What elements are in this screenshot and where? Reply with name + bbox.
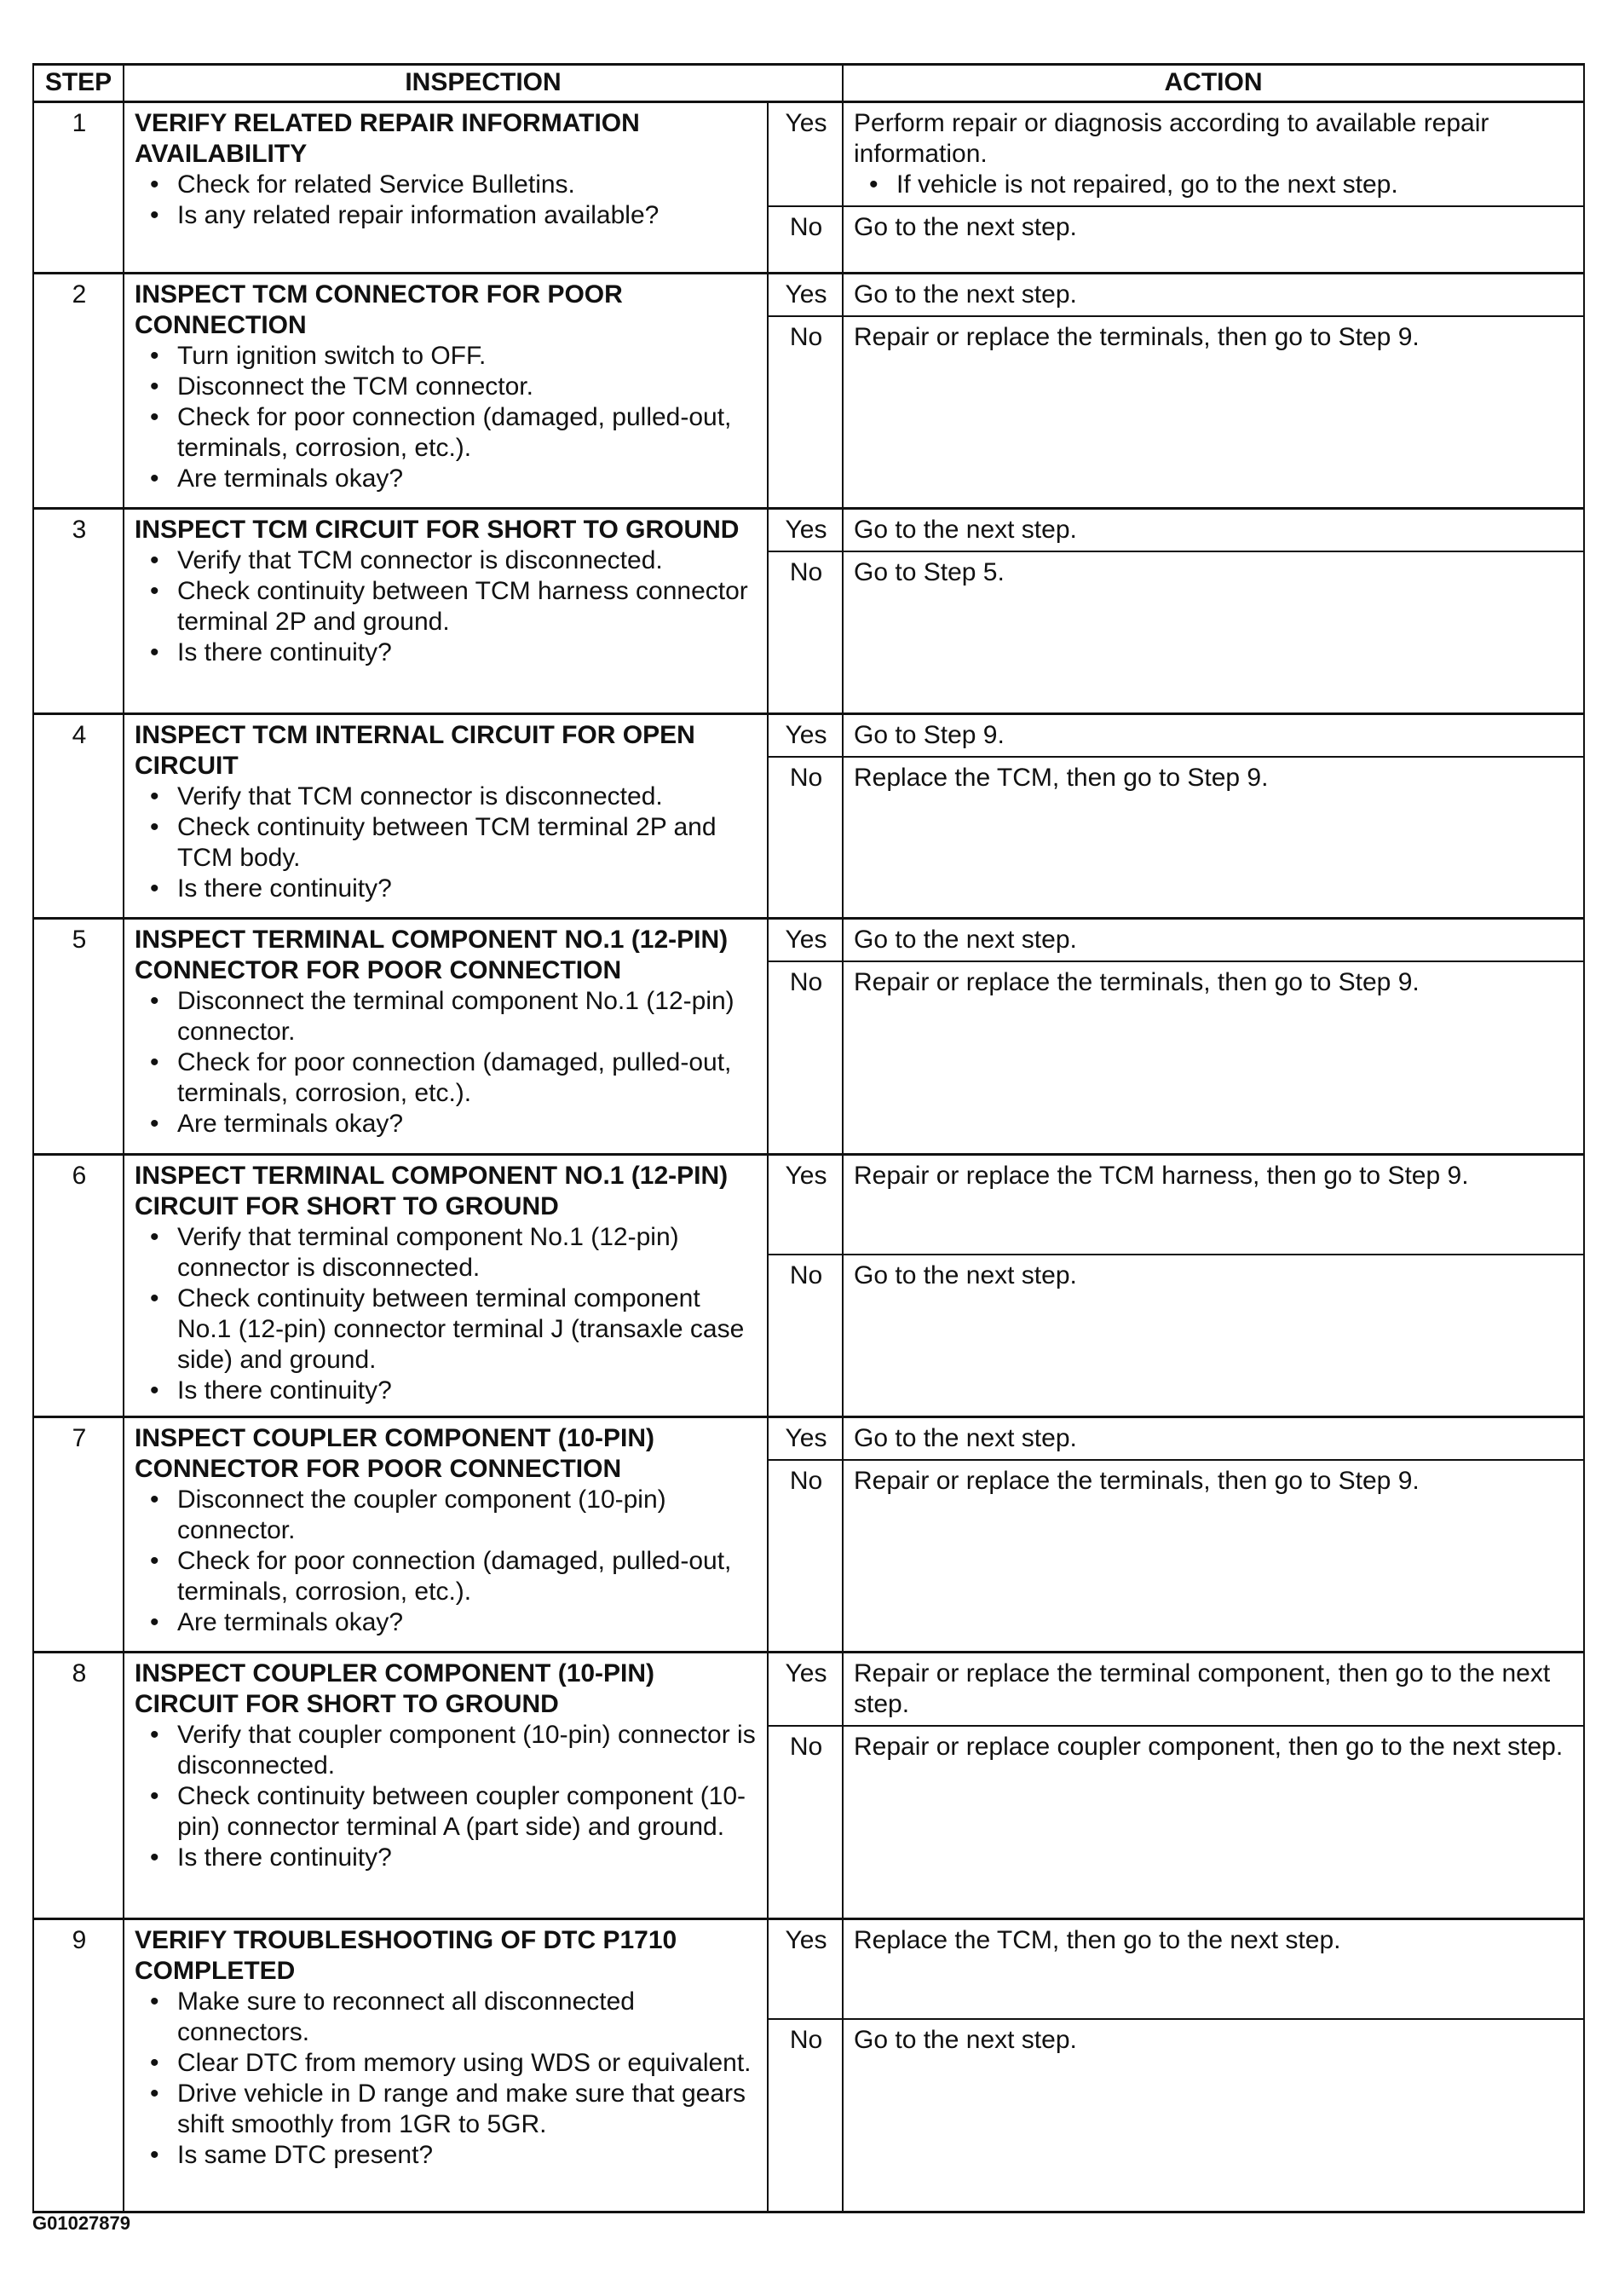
yes-label: Yes bbox=[768, 273, 843, 316]
inspection-check-item: • Is there continuity? bbox=[135, 1376, 758, 1406]
inspection-check-item: • Is there continuity? bbox=[135, 637, 758, 668]
inspection-cell bbox=[124, 102, 768, 274]
inspection-check-item: • Check continuity between TCM terminal 2P and TCM body. bbox=[135, 812, 758, 874]
inspection-cell bbox=[124, 1154, 768, 1416]
step-number: 2 bbox=[33, 273, 124, 509]
inspection-title: INSPECT COUPLER COMPONENT (10-PIN) CIRCUIT FOR SHORT TO GROUND bbox=[135, 1659, 655, 1718]
inspection-title: INSPECT TCM CONNECTOR FOR POOR CONNECTION bbox=[135, 280, 623, 339]
inspection-cell bbox=[124, 273, 768, 509]
inspection-check-item: • Are terminals okay? bbox=[135, 1109, 758, 1139]
step-number: 9 bbox=[33, 1918, 124, 2212]
inspection-checklist bbox=[135, 1222, 758, 1406]
inspection-checklist bbox=[135, 782, 758, 904]
inspection-cell bbox=[124, 713, 768, 919]
no-action: Repair or replace the terminals, then go to Step 9. bbox=[843, 316, 1584, 509]
inspection-check-item: • Disconnect the TCM connector. bbox=[135, 372, 758, 402]
yes-action bbox=[843, 1918, 1584, 2019]
no-label: No bbox=[768, 1460, 843, 1653]
inspection-check-item: • Check for poor connection (damaged, pulled-out, terminals, corrosion, etc.). bbox=[135, 1546, 758, 1607]
inspection-checklist bbox=[135, 1720, 758, 1873]
step-row-yes bbox=[33, 919, 1584, 962]
step-row-yes bbox=[33, 509, 1584, 552]
step-number: 8 bbox=[33, 1653, 124, 1919]
inspection-check-item: • Drive vehicle in D range and make sure that gears shift smoothly from 1GR to 5GR. bbox=[135, 2079, 758, 2140]
inspection-check-item: • Are terminals okay? bbox=[135, 464, 758, 494]
inspection-checklist bbox=[135, 545, 758, 668]
inspection-title: INSPECT TCM CIRCUIT FOR SHORT TO GROUND bbox=[135, 516, 740, 544]
inspection-title: INSPECT TERMINAL COMPONENT NO.1 (12-PIN) CIRCUIT FOR SHORT TO GROUND bbox=[135, 1161, 729, 1220]
yes-action-text: Repair or replace the TCM harness, then go to Step 9. bbox=[854, 1161, 1469, 1190]
no-label: No bbox=[768, 1255, 843, 1416]
step-row-yes bbox=[33, 1918, 1584, 2019]
yes-action-text: Go to Step 9. bbox=[854, 720, 1005, 749]
step-row-yes bbox=[33, 1653, 1584, 1727]
inspection-check-item: • Check continuity between terminal component No.1 (12-pin) connector terminal J (transaxle case side) and ground. bbox=[135, 1284, 758, 1376]
inspection-checklist bbox=[135, 341, 758, 494]
inspection-check-item: • Verify that TCM connector is disconnected. bbox=[135, 782, 758, 812]
yes-label: Yes bbox=[768, 102, 843, 207]
header-action: ACTION bbox=[843, 65, 1584, 102]
no-label: No bbox=[768, 757, 843, 919]
yes-action bbox=[843, 713, 1584, 757]
yes-action bbox=[843, 273, 1584, 316]
no-label: No bbox=[768, 961, 843, 1154]
inspection-checklist bbox=[135, 1987, 758, 2171]
inspection-check-item: • Is same DTC present? bbox=[135, 2140, 758, 2171]
inspection-title: INSPECT COUPLER COMPONENT (10-PIN) CONNECTOR FOR POOR CONNECTION bbox=[135, 1423, 655, 1483]
step-row-yes bbox=[33, 273, 1584, 316]
step-number: 3 bbox=[33, 509, 124, 714]
inspection-check-item: • Clear DTC from memory using WDS or equivalent. bbox=[135, 2048, 758, 2079]
inspection-checklist bbox=[135, 1485, 758, 1638]
header-inspection: INSPECTION bbox=[124, 65, 843, 102]
no-action: Replace the TCM, then go to Step 9. bbox=[843, 757, 1584, 919]
no-label: No bbox=[768, 1726, 843, 1918]
yes-action bbox=[843, 1416, 1584, 1460]
yes-action-text: Go to the next step. bbox=[854, 280, 1077, 309]
inspection-check-item: • Turn ignition switch to OFF. bbox=[135, 341, 758, 372]
inspection-cell bbox=[124, 1918, 768, 2212]
yes-action-text: Repair or replace the terminal component, then go to the next step. bbox=[854, 1659, 1551, 1718]
inspection-cell bbox=[124, 509, 768, 714]
no-action: Repair or replace the terminals, then go to Step 9. bbox=[843, 961, 1584, 1154]
yes-action-text: Perform repair or diagnosis according to available repair information. bbox=[854, 109, 1489, 168]
no-action: Go to Step 5. bbox=[843, 551, 1584, 713]
inspection-title: INSPECT TCM INTERNAL CIRCUIT FOR OPEN CIRCUIT bbox=[135, 720, 695, 780]
no-label: No bbox=[768, 316, 843, 509]
inspection-check-item: • Check for poor connection (damaged, pulled-out, terminals, corrosion, etc.). bbox=[135, 402, 758, 464]
yes-action bbox=[843, 102, 1584, 207]
yes-label: Yes bbox=[768, 1416, 843, 1460]
inspection-check-item: • Make sure to reconnect all disconnected connectors. bbox=[135, 1987, 758, 2048]
step-number: 4 bbox=[33, 713, 124, 919]
yes-label: Yes bbox=[768, 1653, 843, 1727]
inspection-check-item: • Disconnect the coupler component (10-pin) connector. bbox=[135, 1485, 758, 1546]
inspection-check-item: • Verify that TCM connector is disconnected. bbox=[135, 545, 758, 576]
inspection-check-item: • Verify that terminal component No.1 (12-pin) connector is disconnected. bbox=[135, 1222, 758, 1284]
inspection-check-item: • Is any related repair information available? bbox=[135, 200, 758, 231]
no-action: Go to the next step. bbox=[843, 2019, 1584, 2212]
inspection-check-item: • Check for poor connection (damaged, pulled-out, terminals, corrosion, etc.). bbox=[135, 1047, 758, 1109]
step-row-yes bbox=[33, 1154, 1584, 1255]
inspection-cell bbox=[124, 1416, 768, 1653]
yes-action bbox=[843, 1653, 1584, 1727]
yes-label: Yes bbox=[768, 509, 843, 552]
step-row-yes bbox=[33, 102, 1584, 207]
yes-label: Yes bbox=[768, 919, 843, 962]
inspection-check-item: • Check continuity between TCM harness connector terminal 2P and ground. bbox=[135, 576, 758, 637]
inspection-check-item: • Disconnect the terminal component No.1 (12-pin) connector. bbox=[135, 986, 758, 1047]
no-action: Go to the next step. bbox=[843, 1255, 1584, 1416]
header-row bbox=[33, 65, 1584, 102]
inspection-cell bbox=[124, 919, 768, 1155]
yes-action-sublist bbox=[854, 170, 1575, 200]
inspection-check-item: • Is there continuity? bbox=[135, 874, 758, 904]
step-row-yes bbox=[33, 1416, 1584, 1460]
table-body bbox=[33, 102, 1584, 2212]
inspection-checklist bbox=[135, 170, 758, 231]
step-number: 5 bbox=[33, 919, 124, 1155]
inspection-title: VERIFY TROUBLESHOOTING OF DTC P1710 COMPLETED bbox=[135, 1925, 677, 1985]
step-row-yes bbox=[33, 713, 1584, 757]
inspection-check-item: • Check continuity between coupler component (10-pin) connector terminal A (part side) and ground. bbox=[135, 1781, 758, 1843]
yes-action-text: Go to the next step. bbox=[854, 516, 1077, 544]
inspection-title: INSPECT TERMINAL COMPONENT NO.1 (12-PIN) CONNECTOR FOR POOR CONNECTION bbox=[135, 926, 729, 984]
figure-id: G01027879 bbox=[32, 2212, 130, 2234]
yes-action-subitem: • If vehicle is not repaired, go to the next step. bbox=[854, 170, 1575, 200]
yes-label: Yes bbox=[768, 1918, 843, 2019]
yes-label: Yes bbox=[768, 1154, 843, 1255]
no-action: Repair or replace the terminals, then go to Step 9. bbox=[843, 1460, 1584, 1653]
no-label: No bbox=[768, 206, 843, 273]
inspection-check-item: • Verify that coupler component (10-pin) connector is disconnected. bbox=[135, 1720, 758, 1781]
inspection-check-item: • Is there continuity? bbox=[135, 1843, 758, 1873]
no-action: Go to the next step. bbox=[843, 206, 1584, 273]
inspection-check-item: • Are terminals okay? bbox=[135, 1607, 758, 1638]
header-step: STEP bbox=[33, 65, 124, 102]
inspection-cell bbox=[124, 1653, 768, 1919]
no-action: Repair or replace coupler component, then go to the next step. bbox=[843, 1726, 1584, 1918]
step-number: 6 bbox=[33, 1154, 124, 1416]
yes-action bbox=[843, 509, 1584, 552]
yes-action-text: Go to the next step. bbox=[854, 926, 1077, 954]
no-label: No bbox=[768, 551, 843, 713]
yes-action bbox=[843, 919, 1584, 962]
inspection-title: VERIFY RELATED REPAIR INFORMATION AVAILABILITY bbox=[135, 109, 640, 168]
inspection-check-item: • Check for related Service Bulletins. bbox=[135, 170, 758, 200]
diagnostic-table bbox=[32, 63, 1585, 2213]
yes-label: Yes bbox=[768, 713, 843, 757]
step-number: 7 bbox=[33, 1416, 124, 1653]
inspection-checklist bbox=[135, 986, 758, 1139]
yes-action-text: Replace the TCM, then go to the next step. bbox=[854, 1925, 1341, 1954]
yes-action-text: Go to the next step. bbox=[854, 1423, 1077, 1452]
no-label: No bbox=[768, 2019, 843, 2212]
step-number: 1 bbox=[33, 102, 124, 274]
yes-action bbox=[843, 1154, 1584, 1255]
